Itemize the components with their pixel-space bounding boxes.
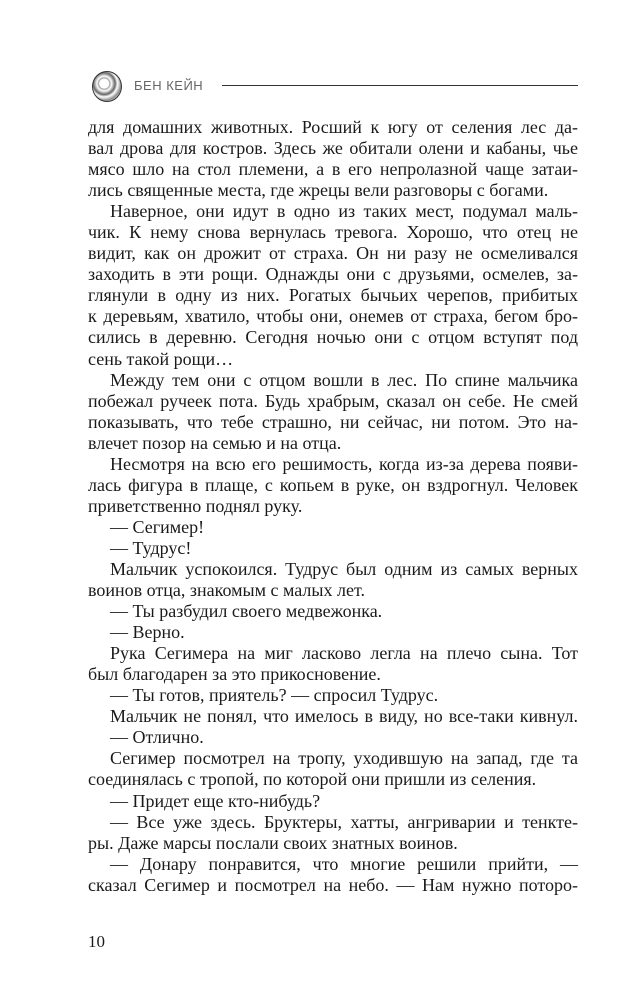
text-line: — Ты готов, приятель? — спросил Тудрус. [110,685,439,706]
text-line: сказал Сегимер и посмотрел на небо. — Нам нужно поторо- [88,874,578,895]
text-line: глянули в одну из них. Рогатых бычьих черепов, прибитых [88,285,578,306]
text-line: сень такой рощи… [88,348,234,369]
text-line: был благодарен за это прикосновение. [88,664,381,685]
text-line: — Придет еще кто-нибудь? [110,790,321,811]
page-number: 10 [88,932,105,951]
text-line: показывать, что тебе страшно, ни сейчас, ни потом. Это на- [88,411,578,432]
text-line: мясо шло на стол племени, а в его непролазной чаще затаи- [88,159,578,180]
text-line: соединялась с тропой, по которой они пришли из селения. [88,769,537,790]
running-header-author: БЕН КЕЙН [134,78,204,93]
text-line: воинов отца, знакомым с малых лет. [88,580,365,601]
text-line: Сегимер посмотрел на тропу, уходившую на запад, где та [110,748,578,769]
text-line: Мальчик успокоился. Тудрус был одним из самых верных [110,558,578,579]
text-line: к деревьям, хватило, чтобы они, онемев от страха, бегом бро- [88,306,578,327]
text-line: — Сегимер! [110,516,205,537]
text-line: Рука Сегимера на миг ласково легла на плечо сына. Тот [110,643,578,664]
text-line: — Все уже здесь. Бруктеры, хатты, ангриварии и тенкте- [110,811,578,832]
text-line: влечет позор на семью и на отца. [88,432,342,453]
text-line: Наверное, они идут в одно из таких мест, подумал маль- [110,201,578,222]
text-line: — Отлично. [110,727,204,748]
text-line: сились в деревню. Сегодня ночью они с отцом вступят под [88,327,578,348]
text-line: лась фигура в плаще, с копьем в руке, он вздрогнул. Человек [88,474,578,495]
text-line: заходить в эти рощи. Однажды они с друзьями, осмелев, за- [88,264,578,285]
text-line: ры. Даже марсы послали своих знатных воинов. [88,832,458,853]
text-line: побежал ручеек пота. Будь храбрым, сказал он себе. Не смей [88,390,578,411]
header-rule [222,85,578,86]
text-line: Мальчик не понял, что имелось в виду, но все-таки кивнул. [110,706,578,727]
text-line: — Верно. [110,622,185,643]
text-line: Между тем они с отцом вошли в лес. По спине мальчика [110,369,578,390]
text-line: видит, как он дрожит от страха. Он ни разу не осмеливался [88,243,578,264]
text-line: — Донару понравится, что многие решили прийти, — [110,853,578,874]
text-line: вал дрова для костров. Здесь же обитали олени и кабаны, чье [88,138,578,159]
text-line: для домашних животных. Росший к югу от селения лес да- [88,117,578,137]
text-line: чик. К нему снова вернулась тревога. Хорошо, что отец не [88,222,578,243]
text-line: приветственно поднял руку. [88,495,303,516]
text-line: Несмотря на всю его решимость, когда из-за дерева появи- [110,453,578,474]
body-text [88,117,578,896]
author-emblem-icon [92,71,122,102]
text-line: — Тудрус! [110,537,192,558]
text-line: лись священные места, где жрецы вели разговоры с богами. [88,180,549,201]
text-line: — Ты разбудил своего медвежонка. [110,601,383,622]
